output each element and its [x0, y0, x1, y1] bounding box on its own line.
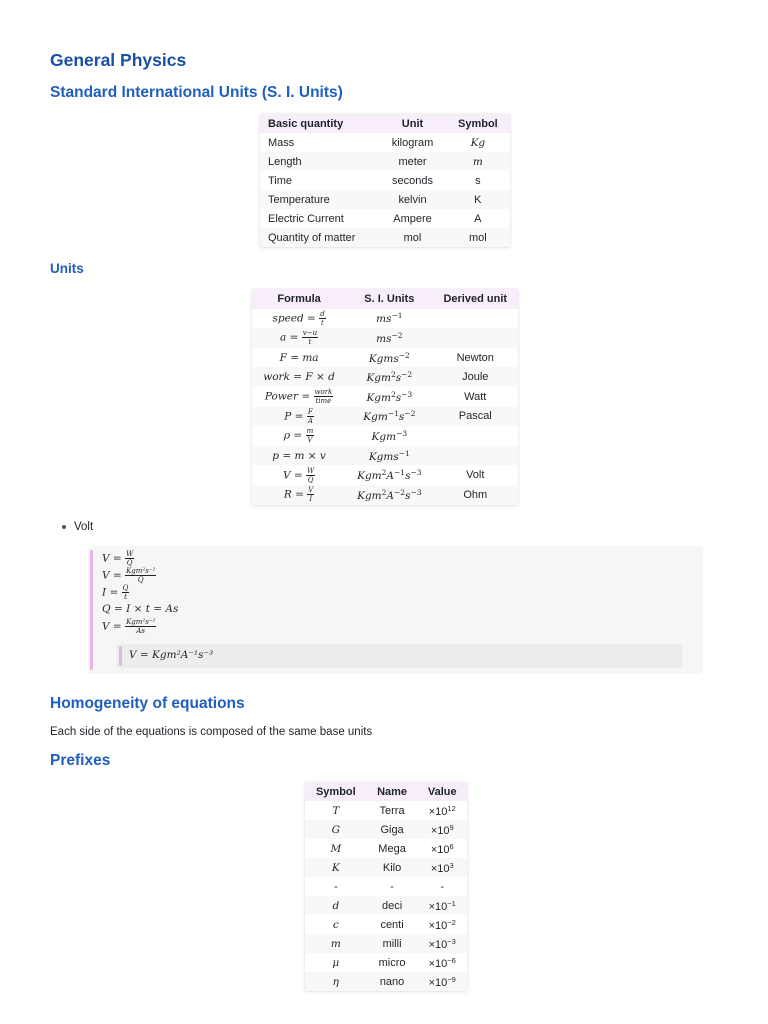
si-units-heading: Standard International Units (S. I. Units)	[50, 84, 343, 101]
column-header: Value	[417, 782, 467, 801]
formula-cell: speed = $\frac{d}{t}$	[272, 309, 325, 327]
table-row	[252, 407, 518, 427]
table-row	[260, 209, 510, 228]
prefix-symbol-cell: -	[333, 880, 338, 893]
bullet-label: Volt	[74, 521, 94, 533]
table-cell: kilogram	[391, 136, 434, 149]
column-header: Derived unit	[433, 289, 518, 309]
si-units-cell: Kgms$^{-1}$	[346, 446, 432, 466]
column-header: Symbol	[305, 782, 367, 801]
prefixes-heading: Prefixes	[50, 752, 111, 769]
table-row	[305, 972, 467, 991]
table-cell: Mass	[268, 136, 295, 149]
result-block	[117, 644, 682, 668]
column-header: Name	[367, 782, 418, 801]
derivation-line: I = $\frac{Q}{t}$	[102, 584, 129, 601]
prefix-value-cell: $\times 10^{12}$	[428, 803, 456, 818]
derived-unit-cell: Volt	[466, 469, 485, 482]
prefix-symbol-cell: m	[305, 934, 367, 953]
result-equation: V = Kgm²A⁻¹s⁻³	[129, 649, 214, 661]
table-cell: Kg	[470, 136, 486, 149]
bullet-icon	[62, 525, 66, 529]
prefix-name-cell: milli	[367, 934, 418, 953]
prefix-symbol-cell: η	[305, 972, 367, 991]
prefix-symbol-cell: K	[305, 858, 367, 877]
si-units-cell: $Kgm^2A^{-1}s^{-3}$	[357, 468, 422, 483]
quote-bar	[90, 550, 93, 670]
table-row	[305, 839, 467, 858]
table-row	[305, 877, 467, 896]
formula-cell: R = $\frac{V}{I}$	[252, 485, 346, 505]
table-cell: mol	[446, 228, 510, 247]
prefix-value-cell: $\times 10^6$	[430, 841, 454, 856]
prefix-value-cell: -	[440, 880, 445, 893]
derivation-line: V = $\frac{\text{Kgm²s⁻²}}{Q}$	[102, 567, 156, 584]
prefix-value-cell: $\times 10^3$	[417, 858, 467, 877]
table-row	[260, 190, 510, 209]
formula-cell: ρ = $\frac{m}{V}$	[283, 427, 314, 445]
prefix-value-cell: $\times 10^{-3}$	[417, 934, 467, 953]
table-row	[252, 328, 518, 348]
formula-cell: F = ma	[279, 351, 319, 364]
table-cell: Ampere	[393, 212, 432, 225]
table-row	[305, 820, 467, 839]
table-row	[252, 387, 518, 407]
table-cell: seconds	[392, 174, 433, 187]
formula-cell: p = m × v	[252, 446, 346, 466]
table-row	[252, 426, 518, 446]
prefix-symbol-cell: d	[305, 896, 367, 915]
table-row	[260, 228, 510, 247]
table-header-row	[305, 782, 467, 801]
column-header: S. I. Units	[346, 289, 432, 309]
table-row	[252, 485, 518, 505]
table-cell: A	[474, 212, 482, 225]
prefix-symbol-cell: c	[332, 918, 339, 931]
quote-bar	[119, 646, 122, 666]
table-row	[252, 309, 518, 329]
prefix-value-cell: $\times 10^{-6}$	[428, 955, 456, 970]
si-units-cell: Kgms$^{-2}$	[368, 350, 410, 365]
column-header: Basic quantity	[260, 114, 379, 133]
si-units-cell: $Kgm^2A^{-2}s^{-3}$	[346, 485, 432, 505]
derivation-lines	[102, 550, 178, 635]
table-row	[260, 133, 510, 152]
derived-unit-cell: Ohm	[433, 485, 518, 505]
homogeneity-heading: Homogeneity of equations	[50, 695, 245, 712]
page-title: General Physics	[50, 50, 187, 70]
prefix-name-cell: micro	[378, 956, 406, 969]
table-cell: Electric Current	[268, 212, 344, 225]
prefix-symbol-cell: T	[332, 804, 340, 817]
prefix-name-cell: nano	[367, 972, 418, 991]
prefix-name-cell: Mega	[378, 842, 406, 855]
formula-cell: P = $\frac{F}{A}$	[252, 407, 346, 427]
table-row	[305, 801, 467, 820]
derived-unit-cell	[433, 328, 518, 348]
table-header-row	[260, 114, 510, 133]
si-units-cell: Kgm$^{-3}$	[371, 428, 408, 443]
si-units-cell: $Kgm^{-1}s^{-2}$	[346, 407, 432, 427]
formula-cell: a = $\frac{v-u}{t}$	[252, 328, 346, 348]
si-units-cell: $ms^{-2}$	[346, 328, 432, 348]
table-row	[252, 367, 518, 387]
prefix-value-cell: $\times 10^{-1}$	[417, 896, 467, 915]
units-table	[252, 289, 518, 505]
derived-unit-cell	[433, 309, 518, 329]
derived-unit-cell	[433, 446, 518, 466]
prefix-name-cell: Terra	[379, 804, 405, 817]
table-row	[252, 465, 518, 485]
si-units-cell: $Kgm^2s^{-3}$	[366, 389, 413, 404]
table-row	[305, 934, 467, 953]
prefix-value-cell: $\times 10^9$	[417, 820, 467, 839]
derivation-line: V = $\frac{W}{Q}$	[102, 550, 134, 567]
bullet-item-volt	[62, 521, 93, 533]
table-row	[252, 348, 518, 368]
formula-cell: work = F × d	[252, 367, 346, 387]
table-cell: Quantity of matter	[260, 228, 379, 247]
column-header: Symbol	[446, 114, 510, 133]
derivation-line: Q = I × t = As	[102, 603, 179, 615]
derived-unit-cell: Newton	[456, 351, 494, 364]
volt-derivation-block	[88, 546, 703, 674]
prefix-symbol-cell: M	[330, 842, 342, 855]
table-cell: K	[446, 190, 510, 209]
derived-unit-cell: Joule	[433, 367, 518, 387]
prefix-name-cell: Kilo	[367, 858, 418, 877]
prefix-name-cell: -	[390, 880, 394, 893]
table-header-row	[252, 289, 518, 309]
formula-cell: Power = $\frac{\text{work}}{\text{time}}$	[264, 388, 333, 406]
prefix-name-cell: Giga	[367, 820, 418, 839]
prefix-name-cell: centi	[380, 918, 404, 931]
prefix-name-cell: deci	[367, 896, 418, 915]
table-cell: Temperature	[260, 190, 379, 209]
table-cell: Time	[268, 174, 293, 187]
table-cell: Length	[260, 152, 379, 171]
column-header: Unit	[379, 114, 445, 133]
si-units-cell: $ms^{-1}$	[376, 311, 403, 326]
si-units-cell: $Kgm^2s^{-2}$	[346, 367, 432, 387]
table-cell: mol	[379, 228, 445, 247]
prefix-value-cell: $\times 10^{-9}$	[417, 972, 467, 991]
table-row	[260, 171, 510, 190]
prefix-value-cell: $\times 10^{-2}$	[428, 917, 456, 932]
prefix-symbol-cell: G	[305, 820, 367, 839]
table-row	[305, 896, 467, 915]
table-row	[305, 953, 467, 972]
derivation-line: V = $\frac{\text{Kgm²s⁻²}}{As}$	[102, 617, 156, 635]
derived-unit-cell: Pascal	[433, 407, 518, 427]
prefix-symbol-cell: μ	[332, 956, 340, 969]
si-units-table	[260, 114, 510, 247]
table-cell: kelvin	[379, 190, 445, 209]
table-row	[305, 915, 467, 934]
table-row	[252, 446, 518, 466]
table-cell: meter	[379, 152, 445, 171]
homogeneity-text: Each side of the equations is composed of the same base units	[50, 726, 373, 738]
units-heading: Units	[50, 261, 84, 276]
column-header: Formula	[252, 289, 346, 309]
table-cell: m	[446, 152, 510, 171]
table-row	[305, 858, 467, 877]
prefixes-table	[305, 782, 467, 991]
derived-unit-cell: Watt	[464, 390, 487, 403]
table-cell: s	[475, 174, 481, 187]
derived-unit-cell	[433, 426, 518, 446]
formula-cell: V = $\frac{W}{Q}$	[282, 466, 315, 484]
table-row	[260, 152, 510, 171]
